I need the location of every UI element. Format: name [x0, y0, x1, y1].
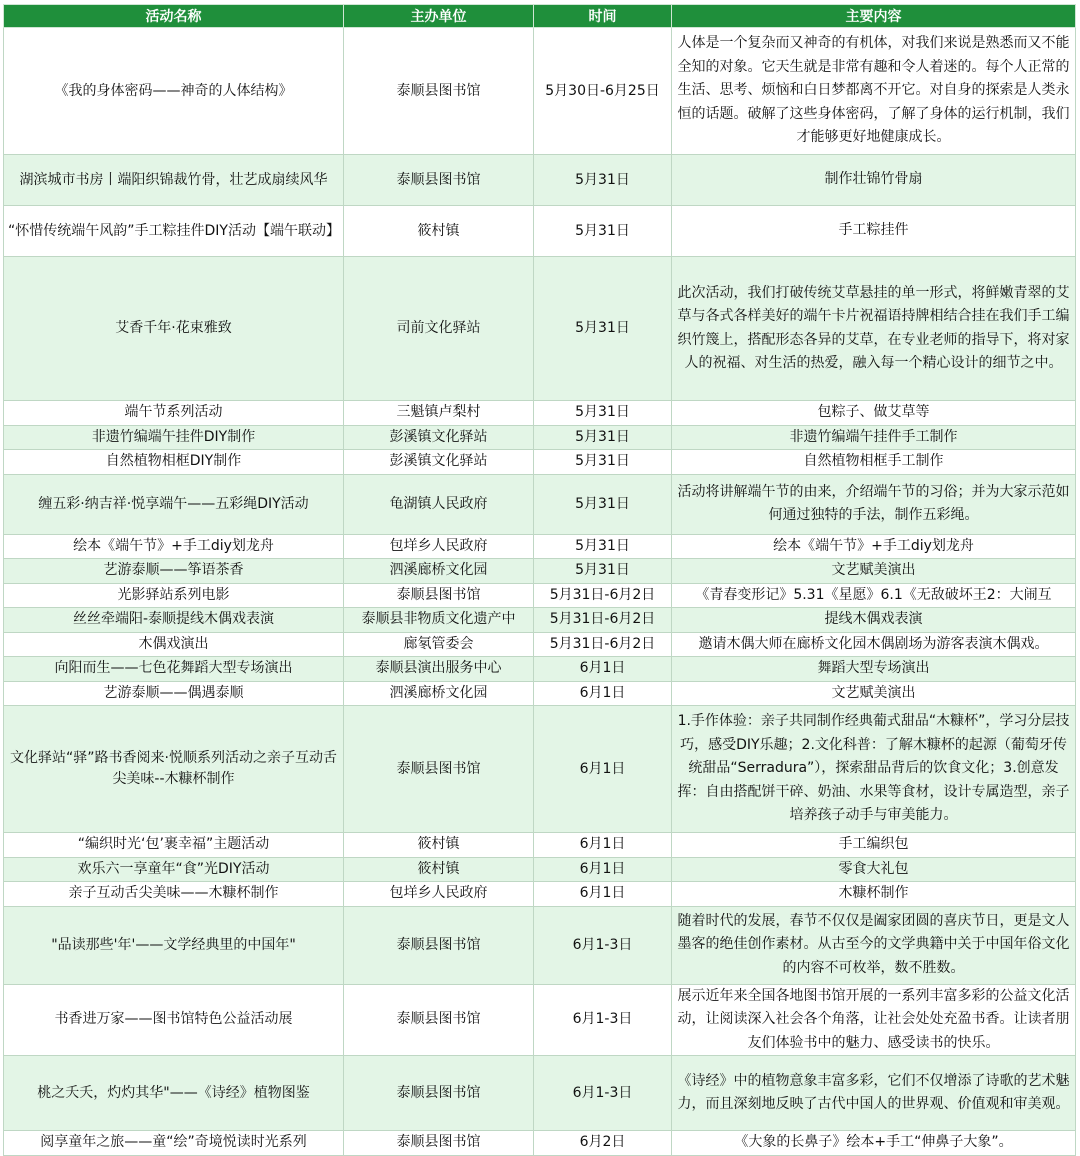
cell-activity-name: 非遗竹编端午挂件DIY制作 [4, 425, 344, 450]
table-row [4, 474, 1076, 534]
cell-organizer: 彭溪镇文化驿站 [344, 425, 534, 450]
cell-activity-name: 艺游泰顺——筝语茶香 [4, 559, 344, 584]
cell-content: 文艺赋美演出 [672, 681, 1076, 706]
cell-time: 6月1日 [534, 857, 672, 882]
cell-organizer: 筱村镇 [344, 857, 534, 882]
cell-organizer: 廊氡管委会 [344, 632, 534, 657]
table-row [4, 425, 1076, 450]
cell-activity-name: 艺游泰顺——偶遇泰顺 [4, 681, 344, 706]
cell-content: 邀请木偶大师在廊桥文化园木偶剧场为游客表演木偶戏。 [672, 632, 1076, 657]
cell-content: 非遗竹编端午挂件手工制作 [672, 425, 1076, 450]
cell-content: 《诗经》中的植物意象丰富多彩，它们不仅增添了诗歌的艺术魅力，而且深刻地反映了古代中国人的世界观、价值观和审美观。 [672, 1056, 1076, 1131]
cell-activity-name: 艾香千年·花束雅致 [4, 257, 344, 401]
cell-activity-name: 书香进万家——图书馆特色公益活动展 [4, 984, 344, 1056]
cell-content: 手工编织包 [672, 833, 1076, 858]
cell-organizer: 筱村镇 [344, 206, 534, 257]
cell-organizer: 泗溪廊桥文化园 [344, 681, 534, 706]
table-row [4, 681, 1076, 706]
cell-time: 5月31日-6月2日 [534, 583, 672, 608]
table-header-row [4, 5, 1076, 28]
cell-activity-name: 端午节系列活动 [4, 401, 344, 426]
cell-organizer: 包垟乡人民政府 [344, 534, 534, 559]
cell-content: 人体是一个复杂而又神奇的有机体，对我们来说是熟悉而又不能全知的对象。它天生就是非常有趣和令人着迷的。每个人正常的生活、思考、烦恼和白日梦都离不开它。对自身的探索是人类永恒的话题。破解了这些身体密码，了解了身体的运行机制，我们才能够更好地健康成长。 [672, 28, 1076, 155]
table-row [4, 534, 1076, 559]
table-row [4, 28, 1076, 155]
cell-time: 5月31日 [534, 257, 672, 401]
table-row [4, 401, 1076, 426]
cell-time: 5月31日 [534, 450, 672, 475]
cell-activity-name: 湖滨城市书房丨端阳织锦裁竹骨，壮艺成扇续风华 [4, 155, 344, 206]
cell-time: 5月31日 [534, 401, 672, 426]
cell-time: 5月31日 [534, 474, 672, 534]
cell-activity-name: 缠五彩·纳吉祥·悦享端午——五彩绳DIY活动 [4, 474, 344, 534]
activity-table [3, 4, 1076, 1156]
table-row [4, 882, 1076, 907]
cell-time: 5月31日 [534, 206, 672, 257]
cell-activity-name: 文化驿站“驿”路书香阅来·悦顺系列活动之亲子互动舌尖美味--木糠杯制作 [4, 706, 344, 833]
cell-content: 文艺赋美演出 [672, 559, 1076, 584]
header-time: 时间 [534, 5, 672, 28]
cell-organizer: 泰顺县图书馆 [344, 706, 534, 833]
cell-content: 包粽子、做艾草等 [672, 401, 1076, 426]
table-row [4, 632, 1076, 657]
table-row [4, 450, 1076, 475]
cell-content: 自然植物相框手工制作 [672, 450, 1076, 475]
cell-organizer: 泰顺县图书馆 [344, 984, 534, 1056]
header-organizer: 主办单位 [344, 5, 534, 28]
table-row [4, 559, 1076, 584]
table-row [4, 608, 1076, 633]
cell-organizer: 泰顺县图书馆 [344, 906, 534, 984]
table-row [4, 155, 1076, 206]
table-row [4, 257, 1076, 401]
table-row [4, 1056, 1076, 1131]
cell-time: 6月1日 [534, 706, 672, 833]
cell-content: 舞蹈大型专场演出 [672, 657, 1076, 682]
cell-organizer: 泰顺县图书馆 [344, 583, 534, 608]
cell-content: 零食大礼包 [672, 857, 1076, 882]
cell-activity-name: 《我的身体密码——神奇的人体结构》 [4, 28, 344, 155]
cell-content: 制作壮锦竹骨扇 [672, 155, 1076, 206]
cell-organizer: 包垟乡人民政府 [344, 882, 534, 907]
cell-content: 《青春变形记》5.31《星愿》6.1《无敌破坏王2：大闹互 [672, 583, 1076, 608]
cell-time: 6月1-3日 [534, 1056, 672, 1131]
cell-activity-name: “怀惜传统端午风韵”手工粽挂件DIY活动【端午联动】 [4, 206, 344, 257]
cell-activity-name: 桃之夭夭，灼灼其华"——《诗经》植物图鉴 [4, 1056, 344, 1131]
cell-time: 5月31日 [534, 559, 672, 584]
cell-time: 6月1-3日 [534, 984, 672, 1056]
cell-organizer: 泰顺县图书馆 [344, 1131, 534, 1156]
cell-activity-name: 欢乐六一享童年“食”光DIY活动 [4, 857, 344, 882]
cell-time: 6月1日 [534, 657, 672, 682]
cell-time: 5月30日-6月25日 [534, 28, 672, 155]
cell-time: 6月1日 [534, 833, 672, 858]
table-row [4, 984, 1076, 1056]
cell-organizer: 彭溪镇文化驿站 [344, 450, 534, 475]
cell-time: 5月31日 [534, 425, 672, 450]
table-row [4, 583, 1076, 608]
cell-time: 6月2日 [534, 1131, 672, 1156]
cell-time: 5月31日-6月2日 [534, 632, 672, 657]
cell-content: 活动将讲解端午节的由来，介绍端午节的习俗；并为大家示范如何通过独特的手法，制作五彩绳。 [672, 474, 1076, 534]
cell-content: 提线木偶戏表演 [672, 608, 1076, 633]
header-activity-name: 活动名称 [4, 5, 344, 28]
cell-organizer: 筱村镇 [344, 833, 534, 858]
table-row [4, 1131, 1076, 1156]
cell-content: 1.手作体验：亲子共同制作经典葡式甜品“木糠杯”，学习分层技巧，感受DIY乐趣；2.文化科普：了解木糠杯的起源（葡萄牙传统甜品“Serradura”），探索甜品背后的饮食文化；3.创意发挥：自由搭配饼干碎、奶油、水果等食材，设计专属造型，亲子培养孩子动手与审美能力。 [672, 706, 1076, 833]
header-content: 主要内容 [672, 5, 1076, 28]
table-row [4, 906, 1076, 984]
cell-content: 此次活动，我们打破传统艾草悬挂的单一形式，将鲜嫩青翠的艾草与各式各样美好的端午卡片祝福语持牌相结合挂在我们手工编织竹篾上，搭配形态各异的艾草，在专业老师的指导下，将对家人的祝福、对生活的热爱，融入每一个精心设计的细节之中。 [672, 257, 1076, 401]
cell-activity-name: 阅享童年之旅——童“绘”奇境悦读时光系列 [4, 1131, 344, 1156]
cell-time: 5月31日 [534, 534, 672, 559]
cell-activity-name: 光影驿站系列电影 [4, 583, 344, 608]
cell-organizer: 泗溪廊桥文化园 [344, 559, 534, 584]
cell-content: 《大象的长鼻子》绘本+手工“伸鼻子大象”。 [672, 1131, 1076, 1156]
cell-activity-name: "品读那些'年'——文学经典里的中国年" [4, 906, 344, 984]
cell-time: 6月1日 [534, 681, 672, 706]
cell-time: 6月1-3日 [534, 906, 672, 984]
table-row [4, 833, 1076, 858]
cell-time: 5月31日-6月2日 [534, 608, 672, 633]
cell-time: 5月31日 [534, 155, 672, 206]
cell-organizer: 泰顺县非物质文化遗产中 [344, 608, 534, 633]
table-row [4, 657, 1076, 682]
cell-activity-name: 向阳而生——七色花舞蹈大型专场演出 [4, 657, 344, 682]
cell-activity-name: “编织时光‘包’裹幸福”主题活动 [4, 833, 344, 858]
cell-organizer: 泰顺县图书馆 [344, 1056, 534, 1131]
cell-organizer: 龟湖镇人民政府 [344, 474, 534, 534]
cell-activity-name: 绘本《端午节》+手工diy划龙舟 [4, 534, 344, 559]
cell-organizer: 三魁镇卢梨村 [344, 401, 534, 426]
cell-activity-name: 亲子互动舌尖美味——木糠杯制作 [4, 882, 344, 907]
cell-organizer: 泰顺县演出服务中心 [344, 657, 534, 682]
cell-time: 6月1日 [534, 882, 672, 907]
table-row [4, 206, 1076, 257]
table-row [4, 706, 1076, 833]
cell-organizer: 泰顺县图书馆 [344, 28, 534, 155]
cell-activity-name: 木偶戏演出 [4, 632, 344, 657]
cell-organizer: 司前文化驿站 [344, 257, 534, 401]
cell-organizer: 泰顺县图书馆 [344, 155, 534, 206]
cell-activity-name: 自然植物相框DIY制作 [4, 450, 344, 475]
cell-content: 手工粽挂件 [672, 206, 1076, 257]
cell-content: 展示近年来全国各地图书馆开展的一系列丰富多彩的公益文化活动，让阅读深入社会各个角落，让社会处处充盈书香。让读者朋友们体验书中的魅力、感受读书的快乐。 [672, 984, 1076, 1056]
cell-activity-name: 丝丝牵端阳-泰顺提线木偶戏表演 [4, 608, 344, 633]
table-row [4, 857, 1076, 882]
cell-content: 木糠杯制作 [672, 882, 1076, 907]
cell-content: 随着时代的发展，春节不仅仅是阖家团圆的喜庆节日，更是文人墨客的绝佳创作素材。从古至今的文学典籍中关于中国年俗文化的内容不可枚举，数不胜数。 [672, 906, 1076, 984]
cell-content: 绘本《端午节》+手工diy划龙舟 [672, 534, 1076, 559]
